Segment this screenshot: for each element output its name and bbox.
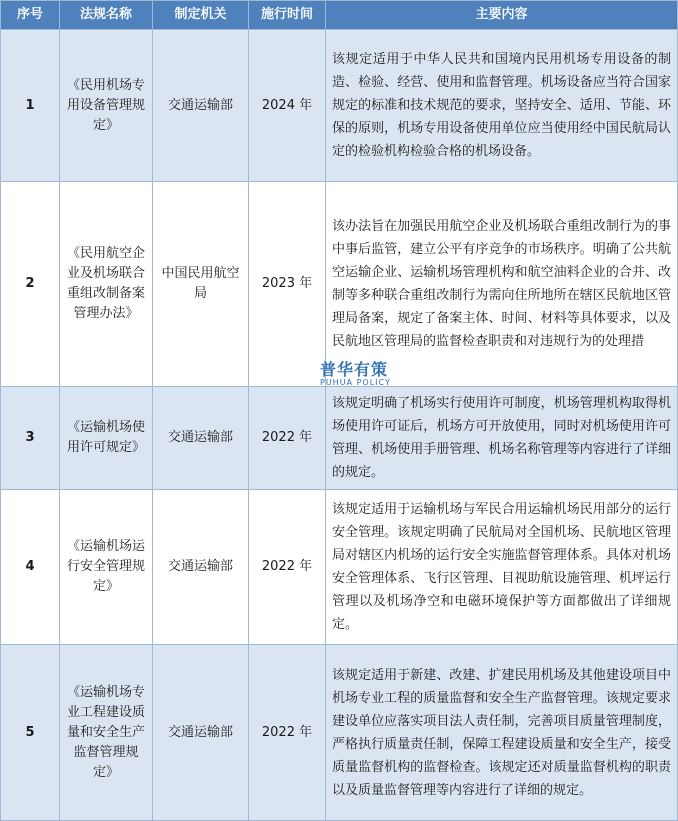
header-cell-agency: 制定机关 [153, 1, 249, 30]
main-content: 该规定适用于新建、改建、扩建民用机场及其他建设项目中机场专业工程的质量监督和安全生产监督管理。该规定要求建设单位应落实项目法人责任制，完善项目质量管理制度，严格执行质量责任制，保障工程建设质量和安全生产，接受质量监督机构的监督检查。该规定还对质量监督机构的职责以及质量监督管理等内容进行了详细的规定。 [326, 645, 678, 821]
main-content: 该规定适用于运输机场与军民合用运输机场民用部分的运行安全管理。该规定明确了民航局对全国机场、民航地区管理局对辖区内机场的运行安全实施监督管理体系。具体对机场安全管理体系、飞行区管理、目视助航设施管理、机坪运行管理以及机场净空和电磁环境保护等方面都做出了详细规定。 [326, 490, 678, 645]
main-content: 该办法旨在加强民用航空企业及机场联合重组改制行为的事中事后监管，建立公平有序竞争的市场秩序。明确了公共航空运输企业、运输机场管理机构和航空油料企业的合并、改制等多种联合重组改制行为需向住所地所在辖区民航地区管理局备案，规定了备案主体、时间、材料等具体要求，以及民航地区管理局的监督检查职责和对违规行为的处理措 [326, 182, 678, 387]
row-number: 3 [1, 387, 60, 490]
effective-date: 2024 年 [249, 30, 326, 182]
regulation-name: 《运输机场使用许可规定》 [60, 387, 153, 490]
watermark-en-text: PUHUA POLICY [320, 378, 391, 387]
effective-date: 2022 年 [249, 387, 326, 490]
effective-date: 2023 年 [249, 182, 326, 387]
table-row [1, 387, 678, 490]
table-row [1, 490, 678, 645]
main-content: 该规定明确了机场实行使用许可制度，机场管理机构取得机场使用许可证后，机场方可开放使用，同时对机场使用许可管理、机场使用手册管理、机场名称管理等内容进行了详细的规定。 [326, 387, 678, 490]
row-number: 1 [1, 30, 60, 182]
table-row [1, 30, 678, 182]
issuing-agency: 交通运输部 [153, 30, 249, 182]
regulation-name: 《运输机场运行安全管理规定》 [60, 490, 153, 645]
header-cell-date: 施行时间 [249, 1, 326, 30]
header-cell-no: 序号 [1, 1, 60, 30]
header-row [1, 1, 678, 30]
regulation-name: 《民用机场专用设备管理规定》 [60, 30, 153, 182]
table-row [1, 182, 678, 387]
header-cell-name: 法规名称 [60, 1, 153, 30]
row-number: 2 [1, 182, 60, 387]
issuing-agency: 交通运输部 [153, 490, 249, 645]
issuing-agency: 交通运输部 [153, 645, 249, 821]
table-header [1, 1, 678, 30]
header-cell-content: 主要内容 [326, 1, 678, 30]
issuing-agency: 交通运输部 [153, 387, 249, 490]
issuing-agency: 中国民用航空局 [153, 182, 249, 387]
table-row [1, 645, 678, 821]
effective-date: 2022 年 [249, 490, 326, 645]
regulation-name: 《民用航空企业及机场联合重组改制备案管理办法》 [60, 182, 153, 387]
watermark-cn-text: 普华有策 [320, 360, 389, 379]
row-number: 5 [1, 645, 60, 821]
table-body [1, 30, 678, 821]
row-number: 4 [1, 490, 60, 645]
effective-date: 2022 年 [249, 645, 326, 821]
regulation-name: 《运输机场专业工程建设质量和安全生产监督管理规定》 [60, 645, 153, 821]
main-content: 该规定适用于中华人民共和国境内民用机场专用设备的制造、检验、经营、使用和监督管理。机场设备应当符合国家规定的标准和技术规范的要求，坚持安全、适用、节能、环保的原则，机场专用设备使用单位应当使用经中国民航局认定的检验机构检验合格的机场设备。 [326, 30, 678, 182]
